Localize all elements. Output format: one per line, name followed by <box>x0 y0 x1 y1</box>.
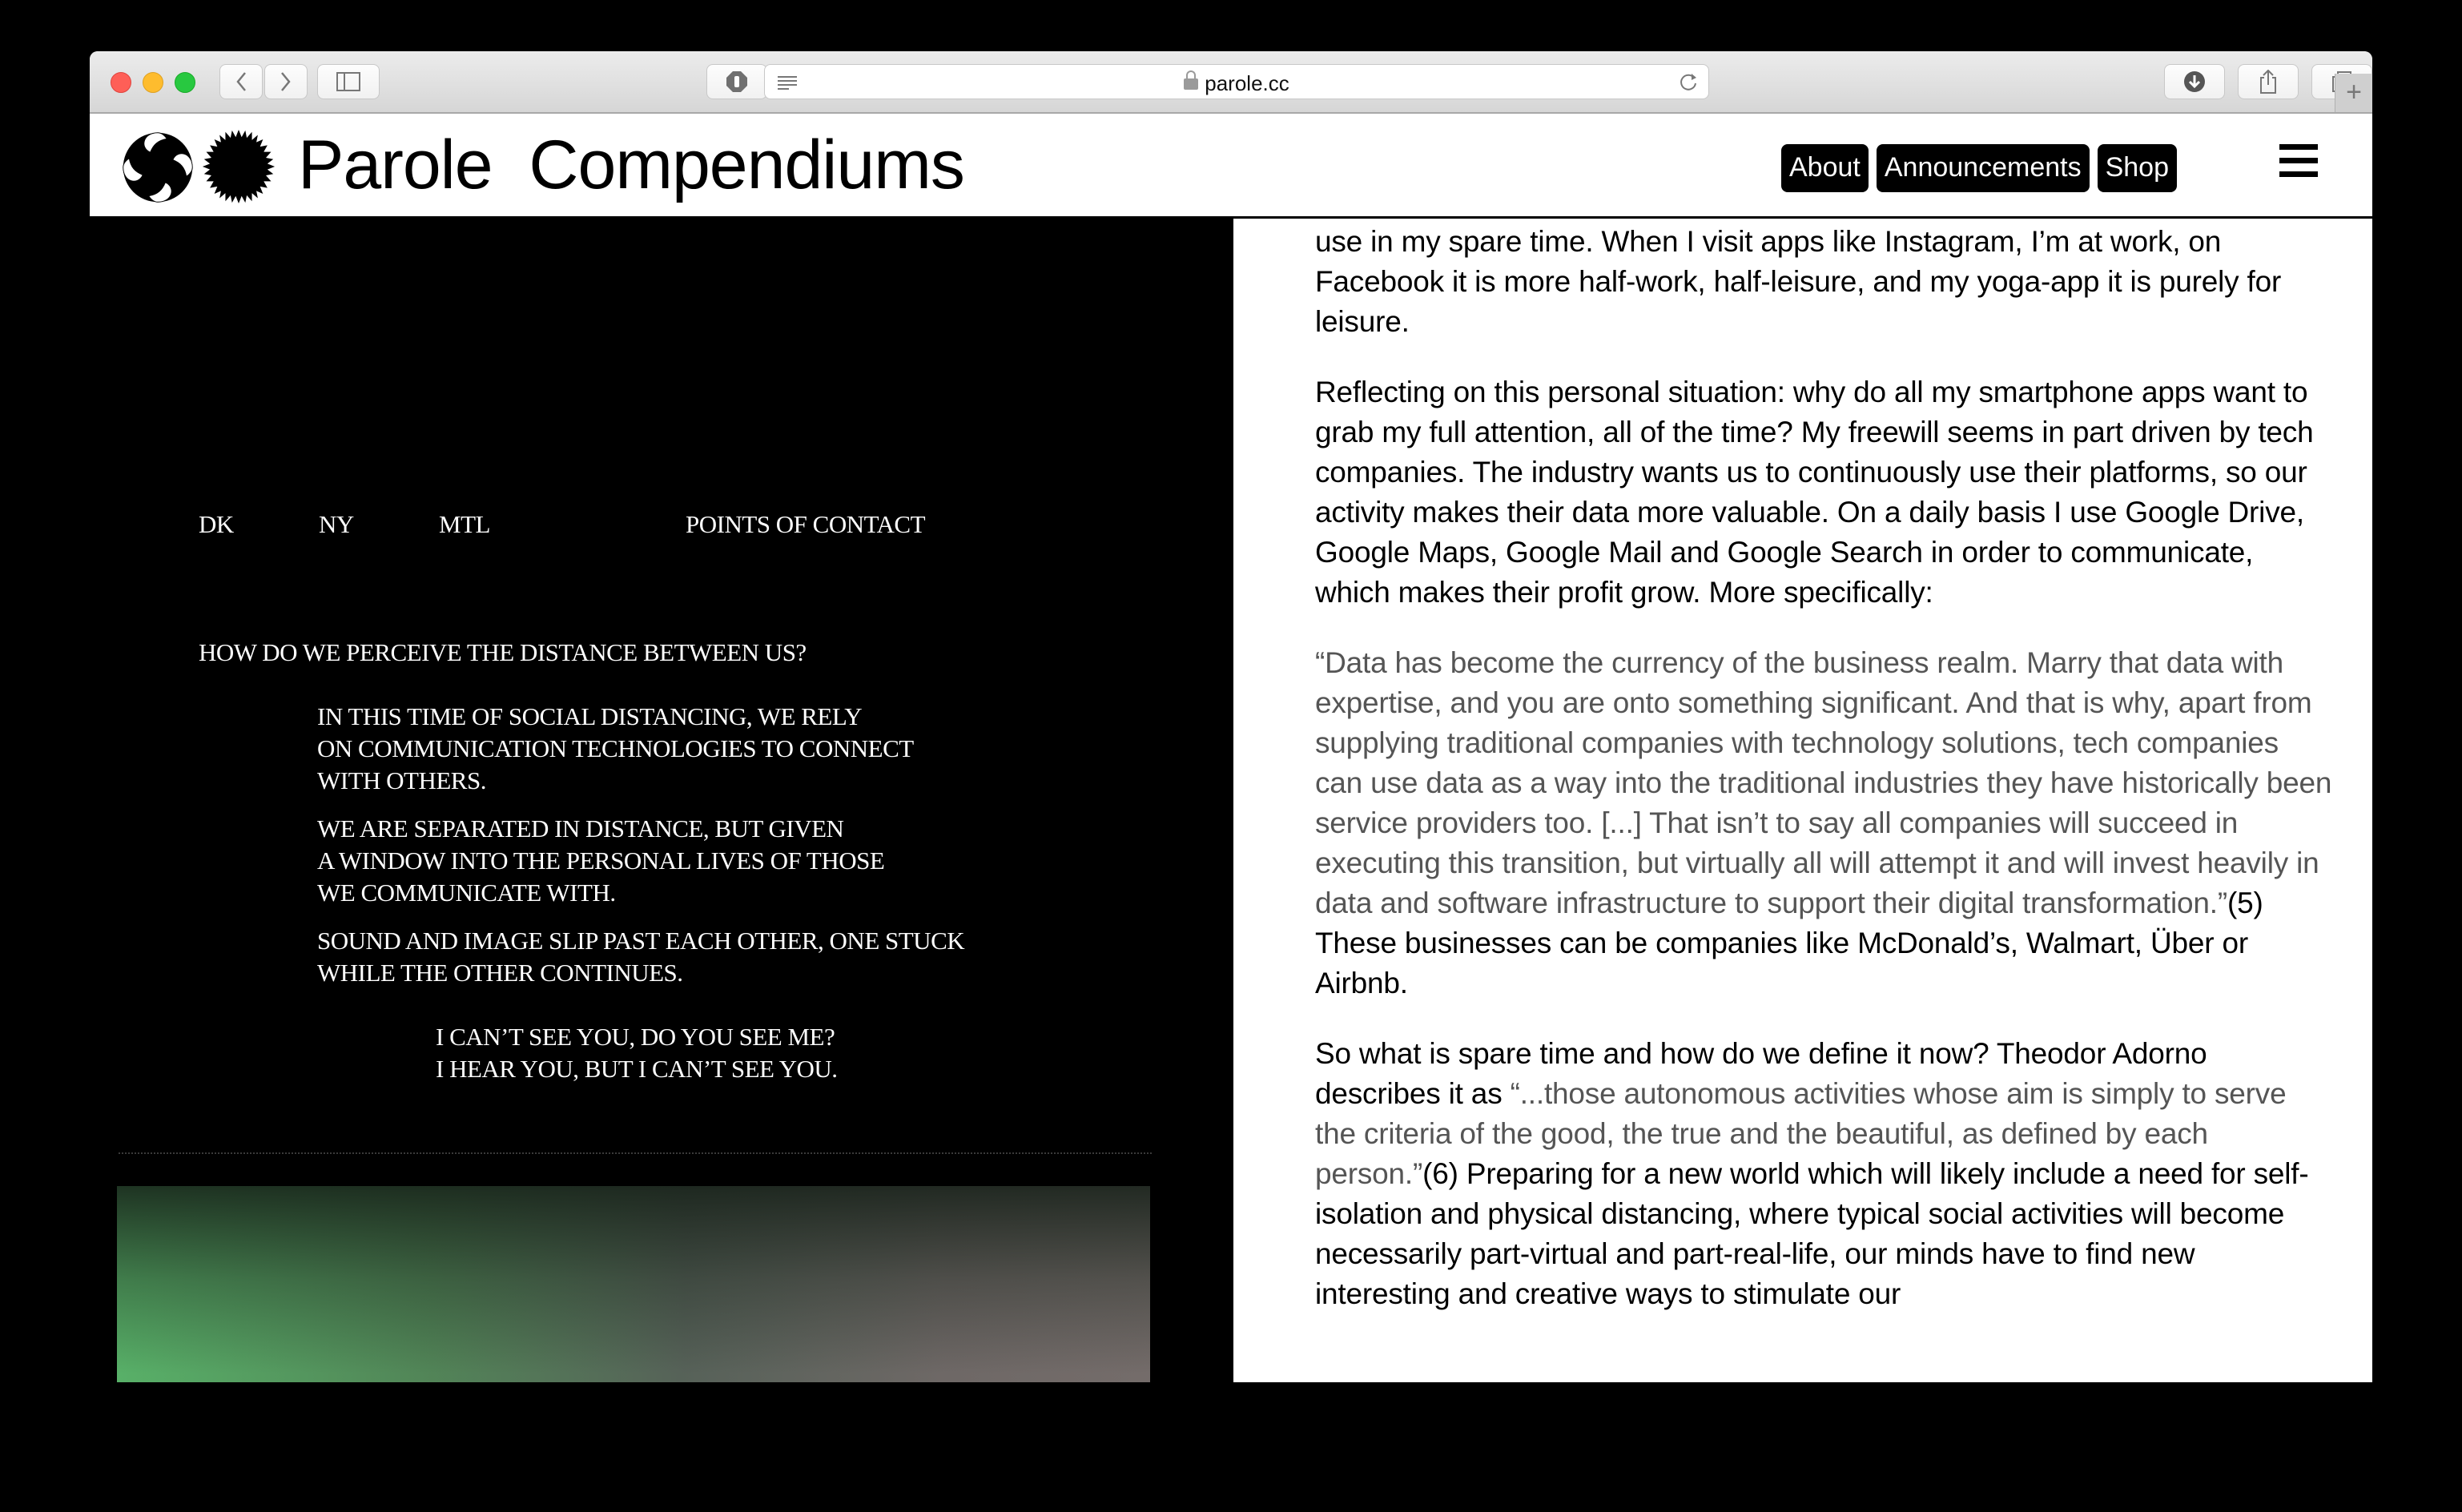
poem-line: I CAN’T SEE YOU, DO YOU SEE ME? <box>436 1023 835 1051</box>
poem-line: WE ARE SEPARATED IN DISTANCE, BUT GIVEN <box>317 814 844 842</box>
site-title[interactable]: Parole Compendiums <box>298 127 964 203</box>
nav-about[interactable]: About <box>1781 144 1869 192</box>
location-ny: NY <box>319 510 354 538</box>
sidebar-button[interactable] <box>317 64 380 99</box>
article-paragraph-1: use in my spare time. When I visit apps like Instagram, I’m at work, on Facebook it is more half-work, half-leisure, and my yoga-app it is purely for leisure. <box>1315 225 2282 338</box>
article-paragraph-2: Reflecting on this personal situation: why do all my smartphone apps want to grab my full attention, all of the time? My freewill seems in part driven by tech companies. The industry wants us to continuously use their platforms, so our activity makes their data more valuable. On a daily basis I use Google Drive, Google Maps, Google Mail and Google Search in order to communicate, which makes their profit grow. More specifically: <box>1315 376 2314 609</box>
reload-icon[interactable] <box>1678 72 1699 93</box>
forward-icon <box>280 71 292 92</box>
poem-stanza-3 <box>317 925 964 989</box>
poem-closing <box>436 1021 838 1085</box>
poem-panel <box>90 219 1230 1382</box>
downloads-button[interactable] <box>2164 64 2225 99</box>
lock-icon <box>1184 78 1198 90</box>
swirl-logo-icon[interactable] <box>120 130 195 205</box>
article-text: (5) These businesses can be companies like McDonald’s, Walmart, Über or Airbnb. <box>1315 887 2263 999</box>
poem-stanza-2 <box>317 813 884 909</box>
zoom-window-button[interactable] <box>175 72 195 93</box>
poem-line: I HEAR YOU, BUT I CAN’T SEE YOU. <box>436 1055 838 1083</box>
browser-toolbar <box>90 51 2372 114</box>
nav-shop[interactable]: Shop <box>2098 144 2177 192</box>
dotted-divider <box>119 1152 1152 1154</box>
close-window-button[interactable] <box>111 72 131 93</box>
poem-line: WITH OTHERS. <box>317 766 486 794</box>
minimize-window-button[interactable] <box>143 72 163 93</box>
poem-line: WE COMMUNICATE WITH. <box>317 879 616 907</box>
video-still-image[interactable] <box>117 1186 1150 1382</box>
points-of-contact-heading: POINTS OF CONTACT <box>686 510 926 538</box>
article-quote: “...those autonomous activities whose aim is simply to serve the criteria of the good, the true and the beautiful, as defined by each person.” <box>1315 1077 2287 1190</box>
address-bar[interactable] <box>764 64 1709 99</box>
sidebar-icon <box>336 72 360 91</box>
share-button[interactable] <box>2238 64 2299 99</box>
site-header <box>90 114 2372 216</box>
web-page <box>90 114 2372 1382</box>
location-dk: DK <box>199 510 234 538</box>
browser-window <box>90 51 2372 1382</box>
article-paragraph-4 <box>1315 1034 2332 1314</box>
poem-line: A WINDOW INTO THE PERSONAL LIVES OF THOSE <box>317 846 885 875</box>
back-icon <box>235 71 247 92</box>
poem-line: SOUND AND IMAGE SLIP PAST EACH OTHER, ONE STUCK <box>317 927 965 955</box>
share-icon <box>2259 70 2277 94</box>
poem-stanza-1 <box>317 701 914 797</box>
main-nav <box>1781 144 2177 192</box>
hand-stop-icon <box>726 70 748 93</box>
poem-line: WHILE THE OTHER CONTINUES. <box>317 959 683 987</box>
article-quote: “Data has become the currency of the business realm. Marry that data with expertise, and you are onto something significant. And that is why, apart from supplying traditional companies with technology solutions, tech companies can use data as a way into the traditional industries they have historically been service providers too. [...] That isn’t to say all companies will succeed in executing this transition, but virtually all will attempt it and will invest heavily in data and software infrastructure to support their digital transformation.” <box>1315 646 2332 919</box>
poem-line: ON COMMUNICATION TECHNOLOGIES TO CONNECT <box>317 734 914 762</box>
content-blocker-button[interactable] <box>706 64 767 99</box>
forward-button[interactable] <box>264 64 308 99</box>
poem-question: HOW DO WE PERCEIVE THE DISTANCE BETWEEN US? <box>199 638 807 666</box>
article-panel[interactable] <box>1233 219 2372 1382</box>
new-tab-button[interactable]: + <box>2335 74 2372 112</box>
article-text: So what is spare time and how do we define it now? Theodor Adorno describes it as <box>1315 1037 2207 1110</box>
nav-announcements[interactable]: Announcements <box>1877 144 2090 192</box>
article-text: (6) Preparing for a new world which will likely include a need for self-isolation and physical distancing, where typical social activities will become necessarily part-virtual and part-real-life, our minds have to find new interesting and creative ways to stimulate our <box>1315 1157 2309 1310</box>
hamburger-icon[interactable] <box>2279 144 2318 178</box>
download-icon <box>2183 70 2206 93</box>
poem-line: IN THIS TIME OF SOCIAL DISTANCING, WE RELY <box>317 702 863 730</box>
article-paragraph-3 <box>1315 643 2332 1003</box>
location-mtl: MTL <box>439 510 490 538</box>
url-text: parole.cc <box>1205 71 1289 95</box>
back-button[interactable] <box>219 64 263 99</box>
starburst-logo-icon[interactable] <box>202 130 276 203</box>
